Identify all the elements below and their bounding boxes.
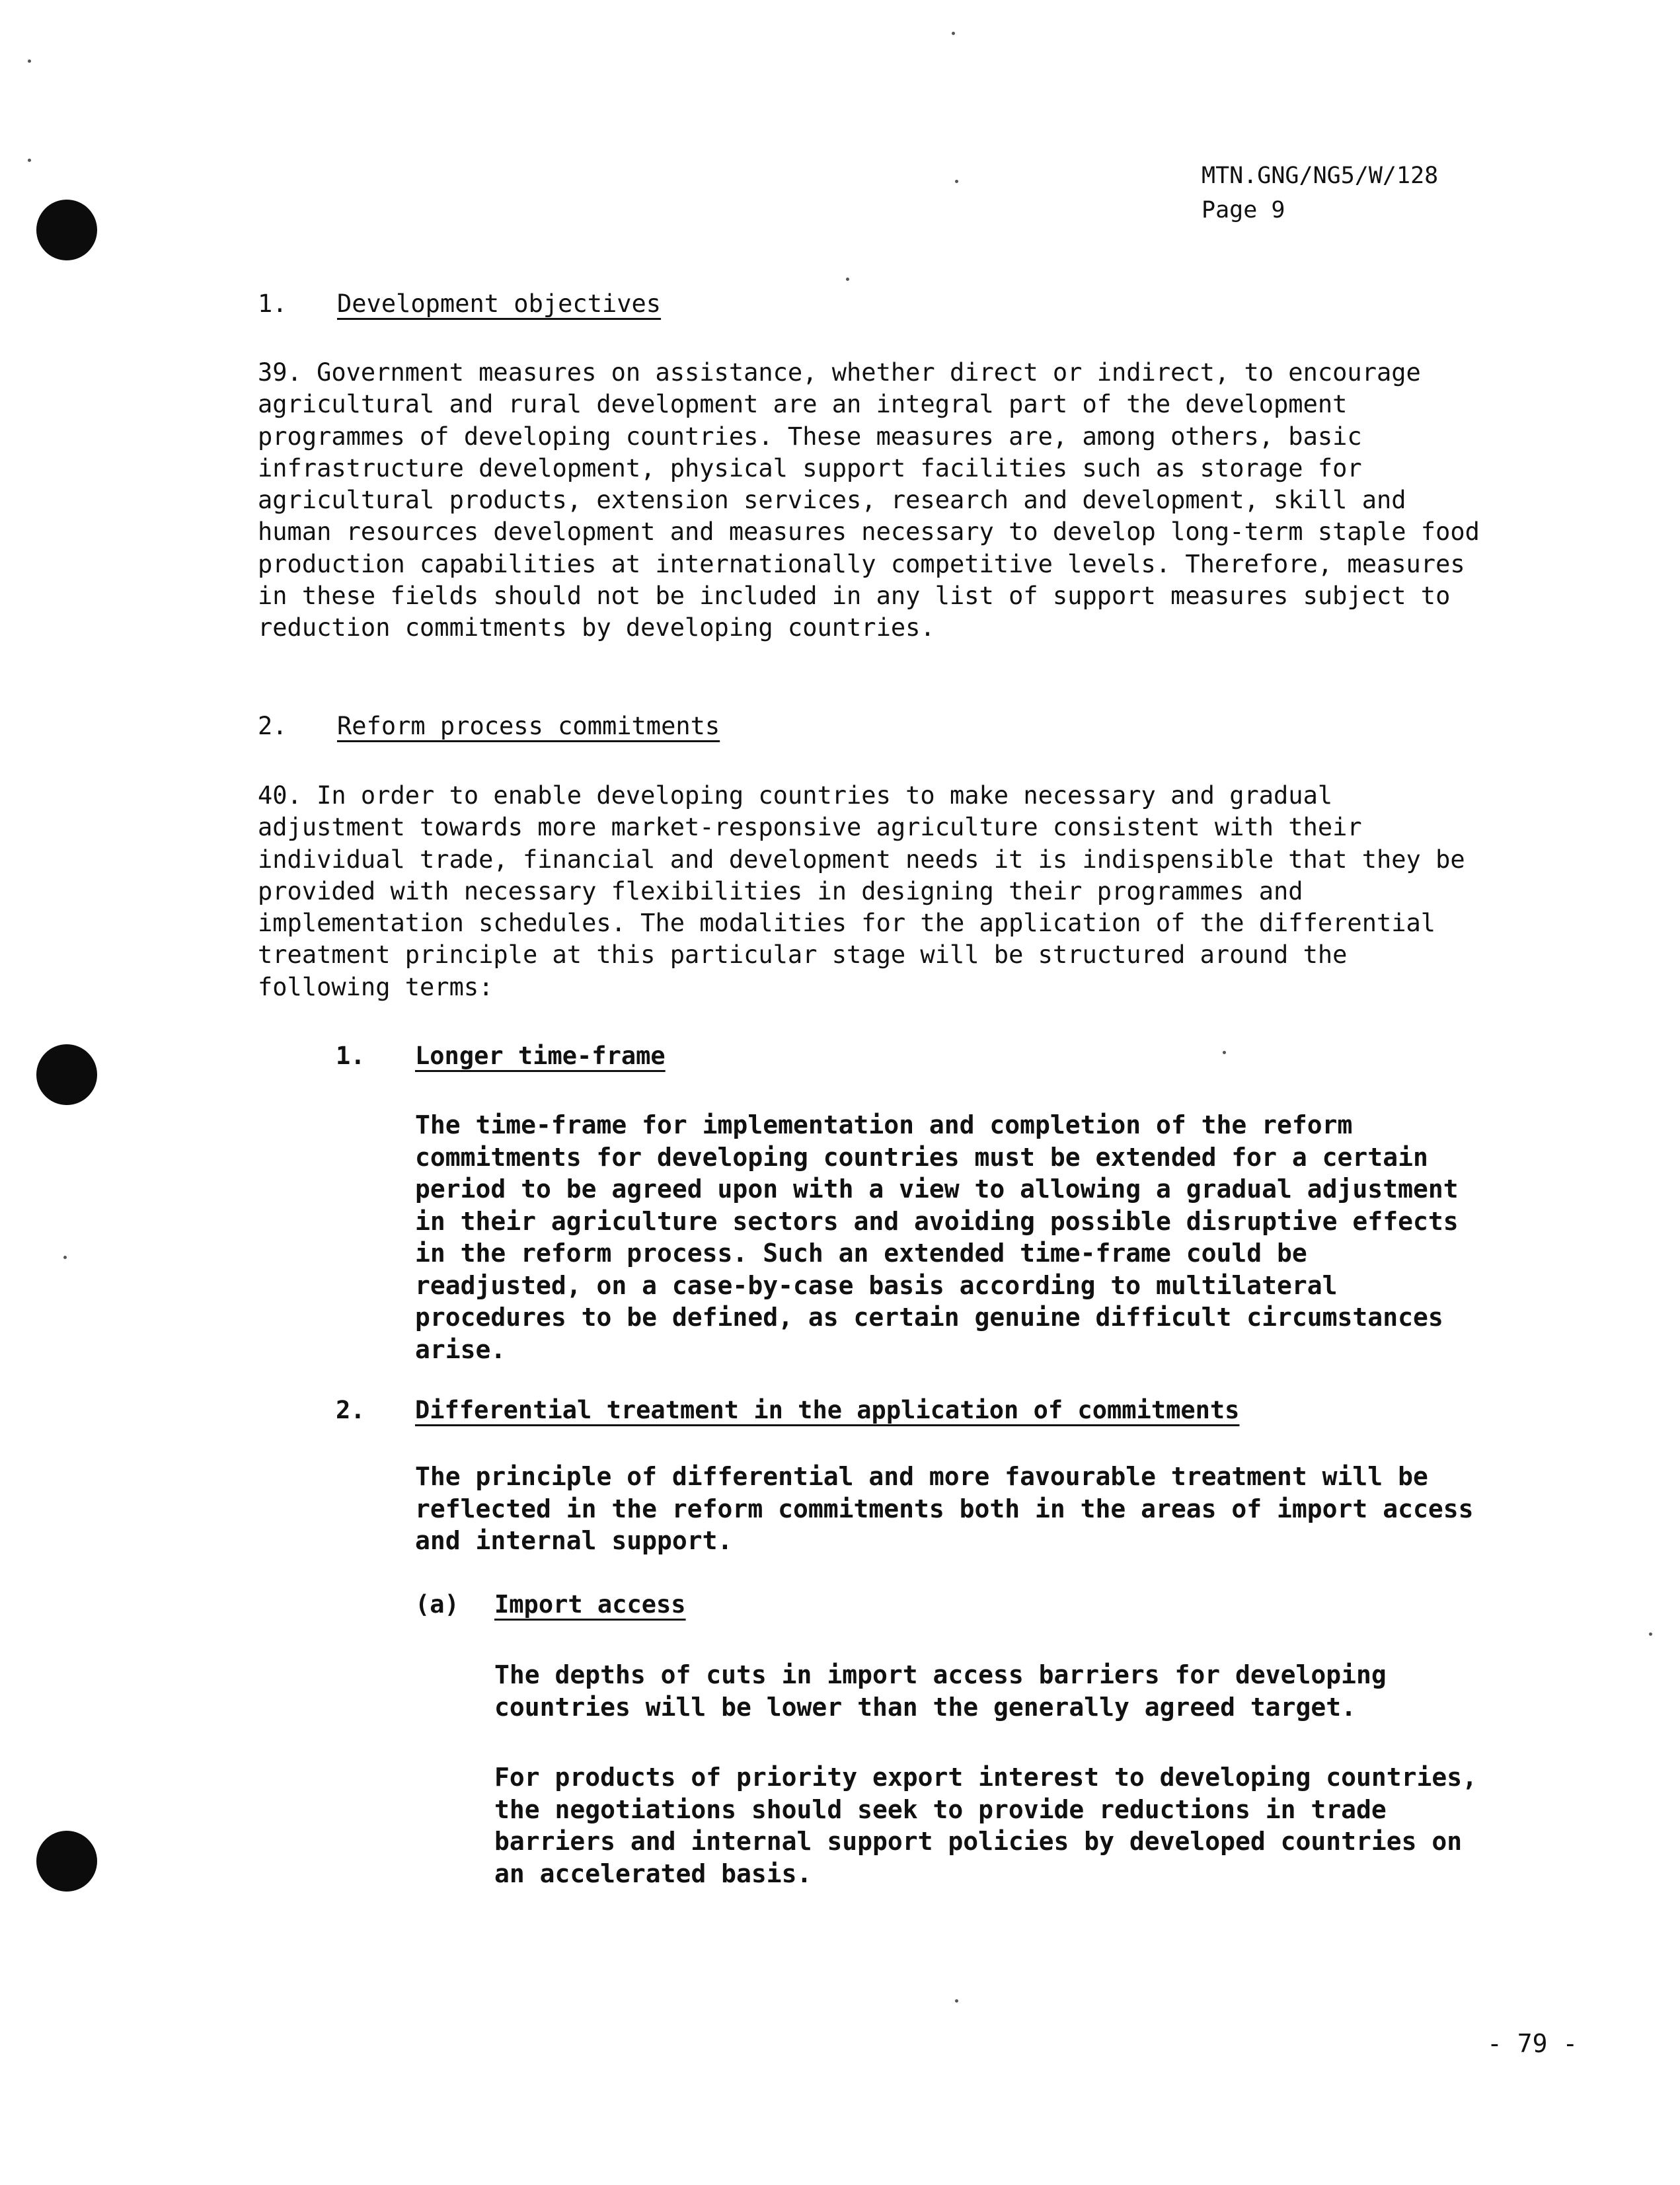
page-number: - 79 - [1487,2029,1578,2058]
punch-hole [36,1831,97,1892]
term-heading-1 [336,1040,666,1072]
subterm-label: (a) [415,1590,459,1619]
scan-speck [28,59,31,63]
term-title: Differential treatment in the application of commitments [415,1396,1240,1424]
punch-hole [36,1044,97,1105]
term-number: 1. [336,1042,365,1070]
import-access-paragraph-1: The depths of cuts in import access barriers for developing countries will be lower than the generally agreed target. [494,1660,1387,1722]
term-number: 2. [336,1396,365,1424]
term-1-text: The time-frame for implementation and completion of the reform commitments for developing countries must be extended for a certain period to be agreed upon with a view to allowing a gradual adjustment in their agriculture sectors and avoiding possible disruptive effects in the reform process. Such an extended time-frame could be readjusted, on a case-by-case basis according to multilateral procedures to be defined, as certain genuine difficult circumstances arise. [415,1110,1459,1364]
scan-speck [955,1999,958,2003]
section-title: Reform process commitments [337,712,720,740]
document-symbol: MTN.GNG/NG5/W/128 [1202,163,1439,189]
document-reference [1202,159,1438,227]
punch-hole [36,200,97,260]
scan-speck [952,32,955,35]
section-number: 1. [258,289,287,318]
term-title: Longer time-frame [415,1042,666,1070]
paragraph-40: 40. In order to enable developing countries to make necessary and gradual adjustment towards more market-responsive agriculture consistent with their individual trade, financial and development needs it is indispensible that they be provided with necessary flexibilities in designing their programmes and implementation schedules. The modalities for the application of the differential treatment principle at this particular stage will be structured around the following terms: [258,781,1465,1001]
paragraph-39: 39. Government measures on assistance, whether direct or indirect, to encourage agricultural and rural development are an integral part of the development programmes of developing countries. These measures are, among others, basic infrastructure development, physical support facilities such as storage for agricultural products, extension services, research and development, skill and human resources development and measures necessary to develop long-term staple food production capabilities at internationally competitive levels. Therefore, measures in these fields should not be included in any list of support measures subject to reduction commitments by developing countries. [258,358,1480,642]
scan-speck [1223,1051,1226,1054]
subterm-heading-a [415,1589,686,1621]
section-title: Development objectives [337,289,662,318]
scan-speck [955,180,958,183]
scan-speck [1649,1632,1652,1636]
section-number: 2. [258,712,287,740]
section-heading-2 [258,710,720,742]
term-2-text: The principle of differential and more favourable treatment will be reflected in the reform commitments both in the areas of import access and internal support. [415,1462,1474,1555]
scan-speck [28,159,31,162]
import-access-paragraph-2: For products of priority export interest to developing countries, the negotiations should seek to provide reductions in trade barriers and internal support policies by developed countries on an accelerated basis. [494,1763,1478,1888]
scan-speck [846,278,849,281]
scan-speck [63,1256,67,1259]
section-heading-1 [258,288,661,320]
subterm-title: Import access [494,1590,686,1619]
page-label: Page 9 [1202,197,1285,223]
term-heading-2 [336,1395,1239,1426]
